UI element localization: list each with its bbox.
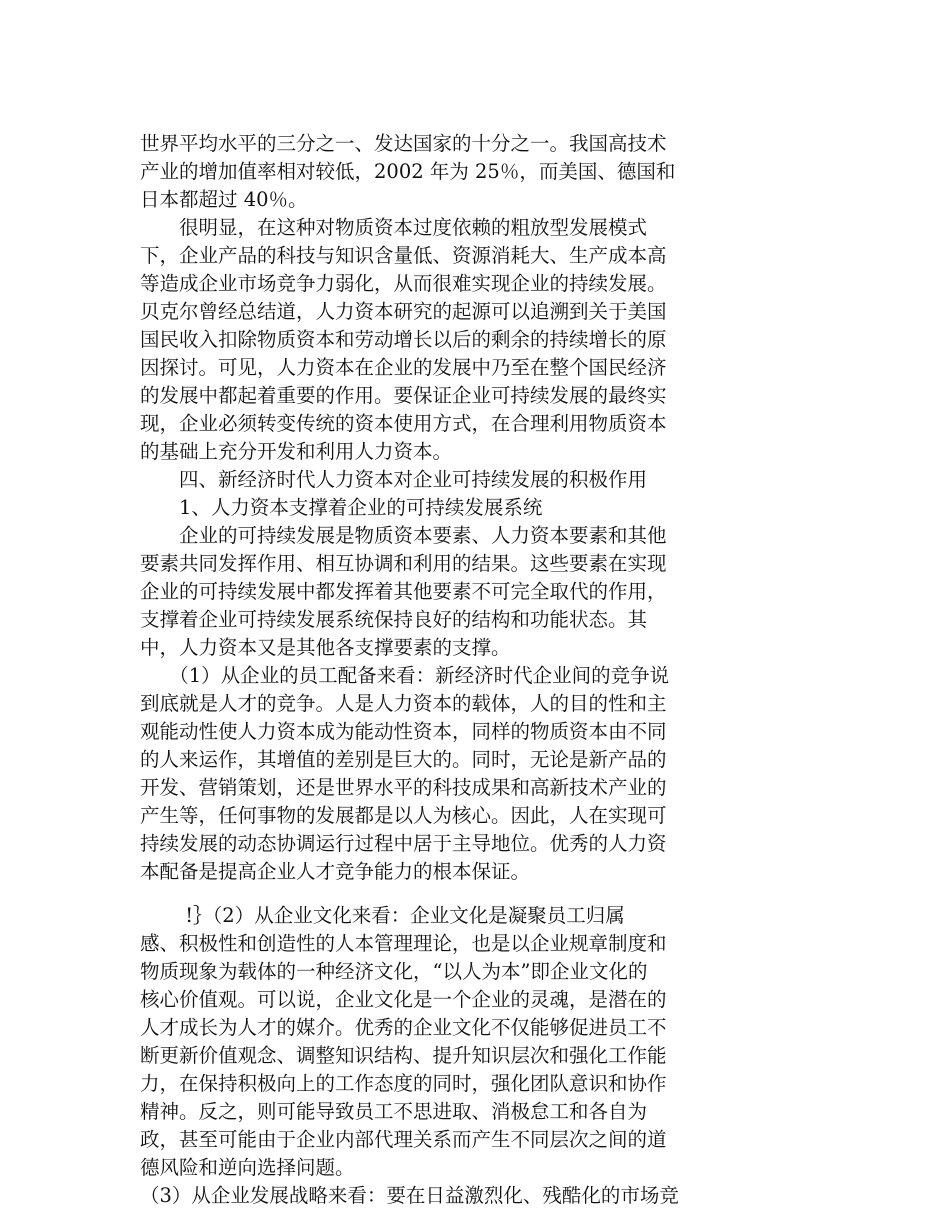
text-line: 力，在保持积极向上的工作态度的同时，强化团队意识和协作 (140, 1072, 667, 1095)
text-line: 世界平均水平的三分之一、发达国家的十分之一。我国高技术 (140, 132, 667, 155)
text-line: 感、积极性和创造性的人本管理理论，也是以企业规章制度和 (140, 932, 667, 955)
text-line: 产业的增加值率相对较低，2002 年为 25％，而美国、德国和 (140, 160, 676, 183)
text-line: 的基础上充分开发和利用人力资本。 (140, 440, 453, 463)
text-line: !｝（2）从企业文化来看：企业文化是凝聚员工归属 (140, 904, 625, 927)
text-line: 企业的可持续发展是物质资本要素、人力资本要素和其他 (140, 524, 667, 547)
text-line: 本配备是提高企业人才竞争能力的根本保证。 (140, 860, 531, 883)
text-line: 到底就是人才的竞争。人是人力资本的载体，人的目的性和主 (140, 692, 667, 715)
text-line: 德风险和逆向选择问题。 (140, 1156, 355, 1179)
section-heading: 四、新经济时代人力资本对企业可持续发展的积极作用 (140, 468, 648, 491)
text-line: 日本都超过 40％。 (140, 188, 308, 211)
text-line: 下，企业产品的科技与知识含量低、资源消耗大、生产成本高 (140, 244, 667, 267)
text-line: 政，甚至可能由于企业内部代理关系而产生不同层次之间的道 (140, 1128, 667, 1151)
text-line: 因探讨。可见，人力资本在企业的发展中乃至在整个国民经济 (140, 356, 667, 379)
subsection-heading: 1、人力资本支撑着企业的可持续发展系统 (140, 496, 543, 519)
text-line: 中，人力资本又是其他各支撑要素的支撑。 (140, 636, 511, 659)
text-line: 人才成长为人才的媒介。优秀的企业文化不仅能够促进员工不 (140, 1016, 667, 1039)
text-line: （1）从企业的员工配备来看：新经济时代企业间的竞争说 (140, 664, 670, 687)
text-line: 核心价值观。可以说，企业文化是一个企业的灵魂，是潜在的 (140, 988, 667, 1011)
text-line: 的发展中都起着重要的作用。要保证企业可持续发展的最终实 (140, 384, 667, 407)
text-line: 断更新价值观念、调整知识结构、提升知识层次和强化工作能 (140, 1044, 667, 1067)
text-line: 的人来运作，其增值的差别是巨大的。同时，无论是新产品的 (140, 748, 667, 771)
text-line: 国民收入扣除物质资本和劳动增长以后的剩余的持续增长的原 (140, 328, 667, 351)
text-line: 观能动性使人力资本成为能动性资本，同样的物质资本由不同 (140, 720, 667, 743)
text-line: 支撑着企业可持续发展系统保持良好的结构和功能状态。其 (140, 608, 648, 631)
text-line: （3）从企业发展战略来看：要在日益激烈化、残酷化的市场竞 (140, 1184, 679, 1207)
text-line: 现，企业必须转变传统的资本使用方式，在合理利用物质资本 (140, 412, 667, 435)
text-line: 产生等，任何事物的发展都是以人为核心。因此，人在实现可 (140, 804, 667, 827)
text-line: 等造成企业市场竞争力弱化，从而很难实现企业的持续发展。 (140, 272, 667, 295)
text-line: 要素共同发挥作用、相互协调和利用的结果。这些要素在实现 (140, 552, 667, 575)
text-line: 持续发展的动态协调运行过程中居于主导地位。优秀的人力资 (140, 832, 667, 855)
text-line: 物质现象为载体的一种经济文化，“以人为本”即企业文化的 (140, 960, 648, 983)
text-line: 贝克尔曾经总结道，人力资本研究的起源可以追溯到关于美国 (140, 300, 667, 323)
text-line: 开发、营销策划，还是世界水平的科技成果和高新技术产业的 (140, 776, 667, 799)
text-line: 精神。反之，则可能导致员工不思进取、消极怠工和各自为 (140, 1100, 648, 1123)
text-line: 企业的可持续发展中都发挥着其他要素不可完全取代的作用， (140, 580, 667, 603)
text-line: 很明显，在这种对物质资本过度依赖的粗放型发展模式 (140, 216, 648, 239)
